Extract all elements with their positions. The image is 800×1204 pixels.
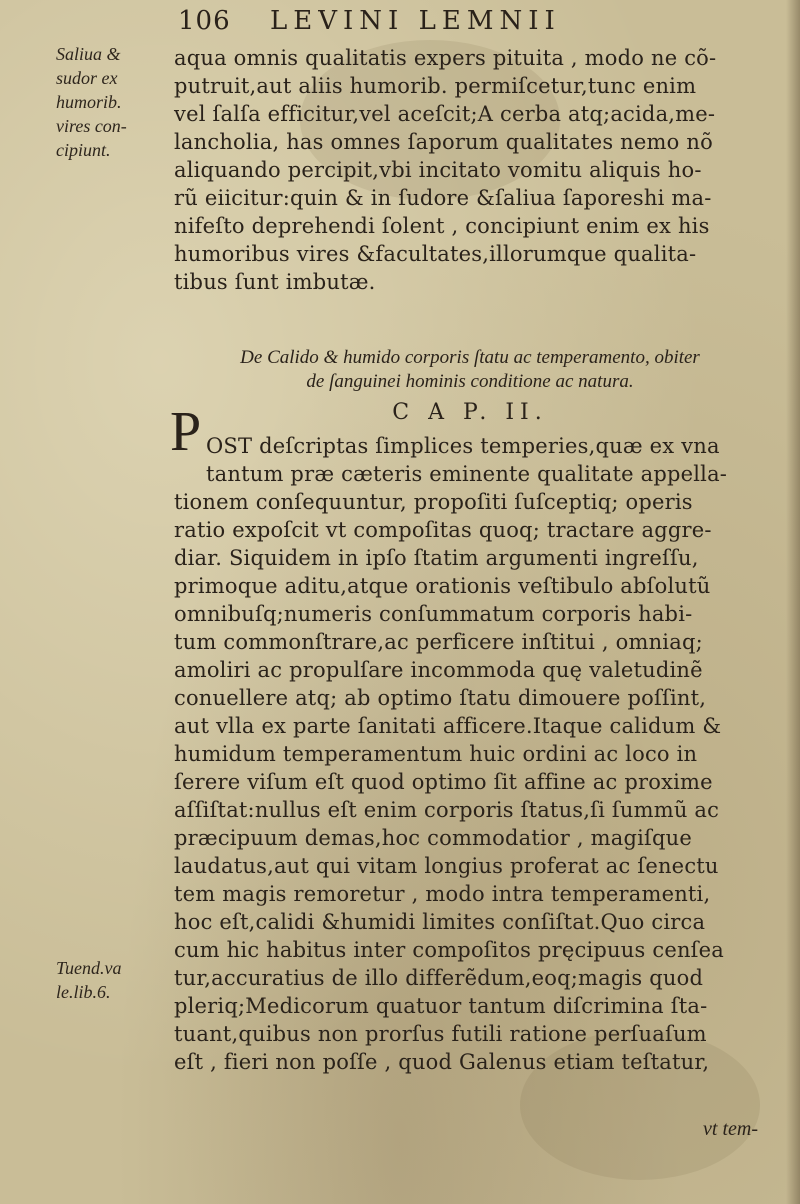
text-line: tum commonſtrare,ac perficere inſtitui , omniaq; — [174, 630, 703, 654]
chapter-heading — [150, 346, 790, 394]
margin-note-bottom — [56, 956, 176, 1004]
margin-note-line: Tuend.va — [56, 958, 122, 978]
text-line: primoque aditu,atque orationis veſtibulo abſolutũ — [174, 574, 711, 598]
text-line: cum hic habitus inter compoſitos pręcipuus cenſea — [174, 938, 724, 962]
text-line: pleriq;Medicorum quatuor tantum diſcrimina ſta- — [174, 994, 708, 1018]
margin-note-line: cipiunt. — [56, 140, 111, 160]
text-line: ratio expoſcit vt compoſitas quoq; tractare aggre- — [174, 518, 712, 542]
margin-note-line: humorib. — [56, 92, 122, 112]
text-line: tibus ſunt imbutæ. — [174, 270, 376, 294]
margin-note-top — [56, 42, 176, 162]
drop-cap: P — [170, 401, 202, 463]
text-line: aſſiſtat:nullus eſt enim corporis ſtatus,ſi ſummũ ac — [174, 798, 720, 822]
paragraph-1 — [174, 44, 794, 296]
catchword: vt tem- — [703, 1118, 758, 1140]
text-line: OST deſcriptas ſimplices temperies,quæ ex vna — [206, 434, 720, 458]
text-line: aut vlla ex parte ſanitati afficere.Itaque calidum & — [174, 714, 722, 738]
chapter-heading-line: De Calido & humido corporis ſtatu ac temperamento, obiter — [240, 347, 700, 368]
chapter-label: C A P. II. — [392, 400, 548, 425]
text-line: rũ eiicitur:quin & in ſudore &ſaliua ſaporeshi ma- — [174, 186, 712, 210]
text-line: nifeſto deprehendi ſolent , concipiunt enim ex his — [174, 214, 710, 238]
running-title: LEVINI LEMNII — [270, 6, 561, 36]
text-line: humidum temperamentum huic ordini ac loco in — [174, 742, 698, 766]
margin-note-line: Saliua & — [56, 44, 121, 64]
text-line: vel ſalſa efficitur,vel aceſcit;A cerba atq;acida,me- — [174, 102, 716, 126]
text-line: tantum præ cæteris eminente qualitate appella- — [206, 462, 728, 486]
text-line: amoliri ac propulſare incommoda quę valetudinẽ — [174, 658, 703, 682]
text-line: humoribus vires &facultates,illorumque qualita- — [174, 242, 697, 266]
text-line: tem magis remoretur , modo intra temperamenti, — [174, 882, 711, 906]
text-line: hoc eſt,calidi &humidi limites conſiſtat.Quo circa — [174, 910, 706, 934]
margin-note-line: vires con- — [56, 116, 127, 136]
paragraph-2 — [174, 432, 794, 1076]
page-number: 106 — [178, 6, 231, 36]
text-line: diar. Siquidem in ipſo ſtatim argumenti ingreſſu, — [174, 546, 699, 570]
text-line: præcipuum demas,hoc commodatior , magiſque — [174, 826, 692, 850]
text-line: ſerere viſum eſt quod optimo ſit affine ac proxime — [174, 770, 713, 794]
page-header — [150, 6, 790, 40]
text-line: omnibuſq;numeris conſummatum corporis habi- — [174, 602, 693, 626]
text-line: putruit,aut aliis humorib. permiſcetur,tunc enim — [174, 74, 697, 98]
margin-note-line: sudor ex — [56, 68, 118, 88]
margin-note-line: le.lib.6. — [56, 982, 111, 1002]
text-line: eſt , fieri non poſſe , quod Galenus etiam teſtatur, — [174, 1050, 710, 1074]
text-line: aliquando percipit,vbi incitato vomitu aliquis ho- — [174, 158, 702, 182]
text-line: lancholia, has omnes ſaporum qualitates nemo nõ — [174, 130, 713, 154]
text-line: aqua omnis qualitatis expers pituita , modo ne cõ- — [174, 46, 717, 70]
text-line: tionem conſequuntur, propoſiti ſuſceptiq; operis — [174, 490, 693, 514]
chapter-heading-line: de ſanguinei hominis conditione ac natura. — [306, 371, 634, 392]
text-line: tur,accuratius de illo differẽdum,eoq;magis quod — [174, 966, 704, 990]
text-line: tuant,quibus non prorſus futili ratione perſuaſum — [174, 1022, 707, 1046]
text-line: laudatus,aut qui vitam longius proferat ac ſenectu — [174, 854, 719, 878]
text-line: conuellere atq; ab optimo ſtatu dimouere poſſint, — [174, 686, 707, 710]
